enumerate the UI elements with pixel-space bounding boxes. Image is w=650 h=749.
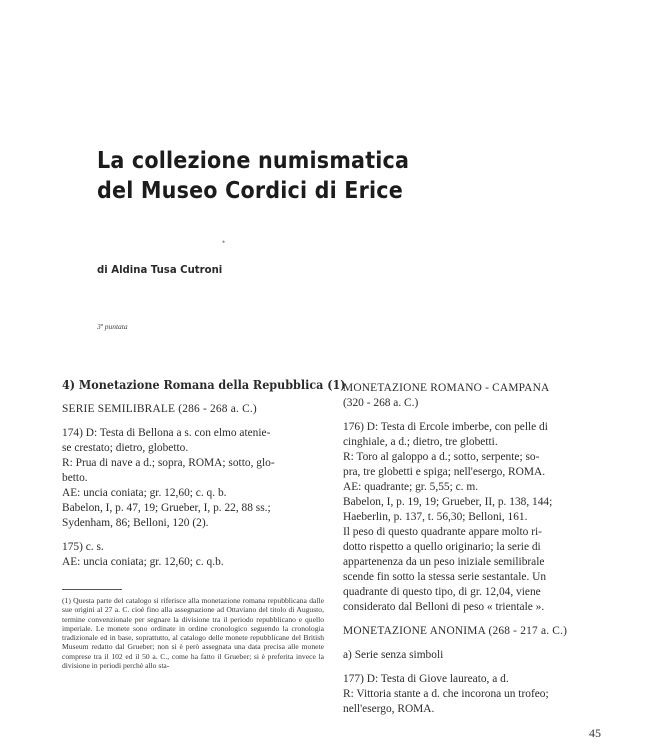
entry-line: pra, tre globetti e spiga; nell'esergo, ROMA.: [343, 466, 546, 478]
series-subheading: a) Serie senza simboli: [343, 649, 444, 661]
campana-heading-line-2: (320 - 268 a. C.): [343, 397, 419, 409]
title-line-1: La collezione numismatica: [97, 148, 410, 174]
paragraph-line: appartenenza da un peso iniziale semilibrale: [343, 556, 545, 568]
anonima-heading: MONETAZIONE ANONIMA (268 - 217 a. C.): [343, 625, 568, 637]
entry-line: se crestato; dietro, globetto.: [62, 442, 189, 454]
entry-line: 177) D: Testa di Giove laureato, a d.: [343, 673, 509, 685]
entry-line: 176) D: Testa di Ercole imberbe, con pelle di: [343, 421, 548, 433]
entry-line: R: Toro al galoppo a d.; sotto, serpente; so-: [343, 451, 540, 463]
paragraph-line: quadrante di questo tipo, di gr. 12,04, viene: [343, 586, 541, 598]
installment-label: 3ª puntata: [97, 322, 128, 331]
page-number: 45: [589, 726, 601, 740]
entry-174: [62, 426, 326, 531]
entry-175: [62, 540, 326, 570]
paragraph-line: dotto rispetto a quello originario; la serie di: [343, 541, 541, 553]
entry-line: Sydenham, 86; Belloni, 120 (2).: [62, 517, 209, 529]
paragraph-line: considerato dal Belloni di peso « trientale ».: [343, 601, 545, 613]
right-column: [343, 381, 611, 717]
entry-line: AE: uncia coniata; gr. 12,60; c. q.b.: [62, 556, 224, 568]
paragraph-line: Il peso di questo quadrante appare molto ri-: [343, 526, 542, 538]
section-heading: 4) Monetazione Romana della Repubblica (1): [62, 378, 346, 392]
entry-line: 174) D: Testa di Bellona a s. con elmo atenie-: [62, 427, 271, 439]
serie-heading: SERIE SEMILIBRALE (286 - 268 a. C.): [62, 403, 257, 415]
entry-line: 175) c. s.: [62, 541, 104, 553]
article-title: [97, 146, 475, 206]
entry-line: betto.: [62, 472, 88, 484]
commentary-paragraph: [343, 525, 611, 615]
entry-line: nell'esergo, ROMA.: [343, 703, 435, 715]
left-column: [62, 378, 346, 570]
paragraph-line: scende fin sotto la stessa serie sestantale. Un: [343, 571, 547, 583]
ornament-dot: •: [222, 237, 226, 247]
author-line: di Aldina Tusa Cutroni: [97, 263, 223, 276]
entry-176: [343, 420, 611, 525]
entry-line: Haeberlin, p. 137, t. 56,30; Belloni, 161.: [343, 511, 528, 523]
entry-line: Babelon, I, p. 19, 19; Grueber, II, p. 138, 144;: [343, 496, 553, 508]
title-line-2: del Museo Cordici di Erice: [97, 178, 403, 204]
footnote: (1) Questa parte del catalogo si riferisce alla monetazione romana repubblicana dalle sue origini al 27 a. C. cioè fino alla assegnazione ad Ottaviano del titolo di Augusto, termine convenzionale per segnare la divisione tra il periodo repubblicano e quello imperiale. Le monete sono ordinate in ordine cronologico seguendo la cronologia tradizionale ed in base, soprattutto, al catalogo delle monete repubblicane del British Museum redatto dal Grueber; non si è però assegnata una data precisa alle monete comprese tra il 102 ed il 50 a. C., come ha fatto il Grueber; si è preferita invece la divisione in periodi perchè allo sta-: [62, 596, 324, 671]
entry-line: cinghiale, a d.; dietro, tre globetti.: [343, 436, 498, 448]
footnote-divider: [62, 589, 122, 590]
entry-line: AE: quadrante; gr. 5,55; c. m.: [343, 481, 479, 493]
entry-line: R: Vittoria stante a d. che incorona un trofeo;: [343, 688, 549, 700]
entry-177: [343, 672, 611, 717]
entry-line: Babelon, I, p. 47, 19; Grueber, I, p. 22, 88 ss.;: [62, 502, 271, 514]
entry-line: R: Prua di nave a d.; sopra, ROMA; sotto, glo-: [62, 457, 275, 469]
campana-heading-line-1: MONETAZIONE ROMANO - CAMPANA: [343, 382, 550, 394]
entry-line: AE: uncia coniata; gr. 12,60; c. q. b.: [62, 487, 227, 499]
